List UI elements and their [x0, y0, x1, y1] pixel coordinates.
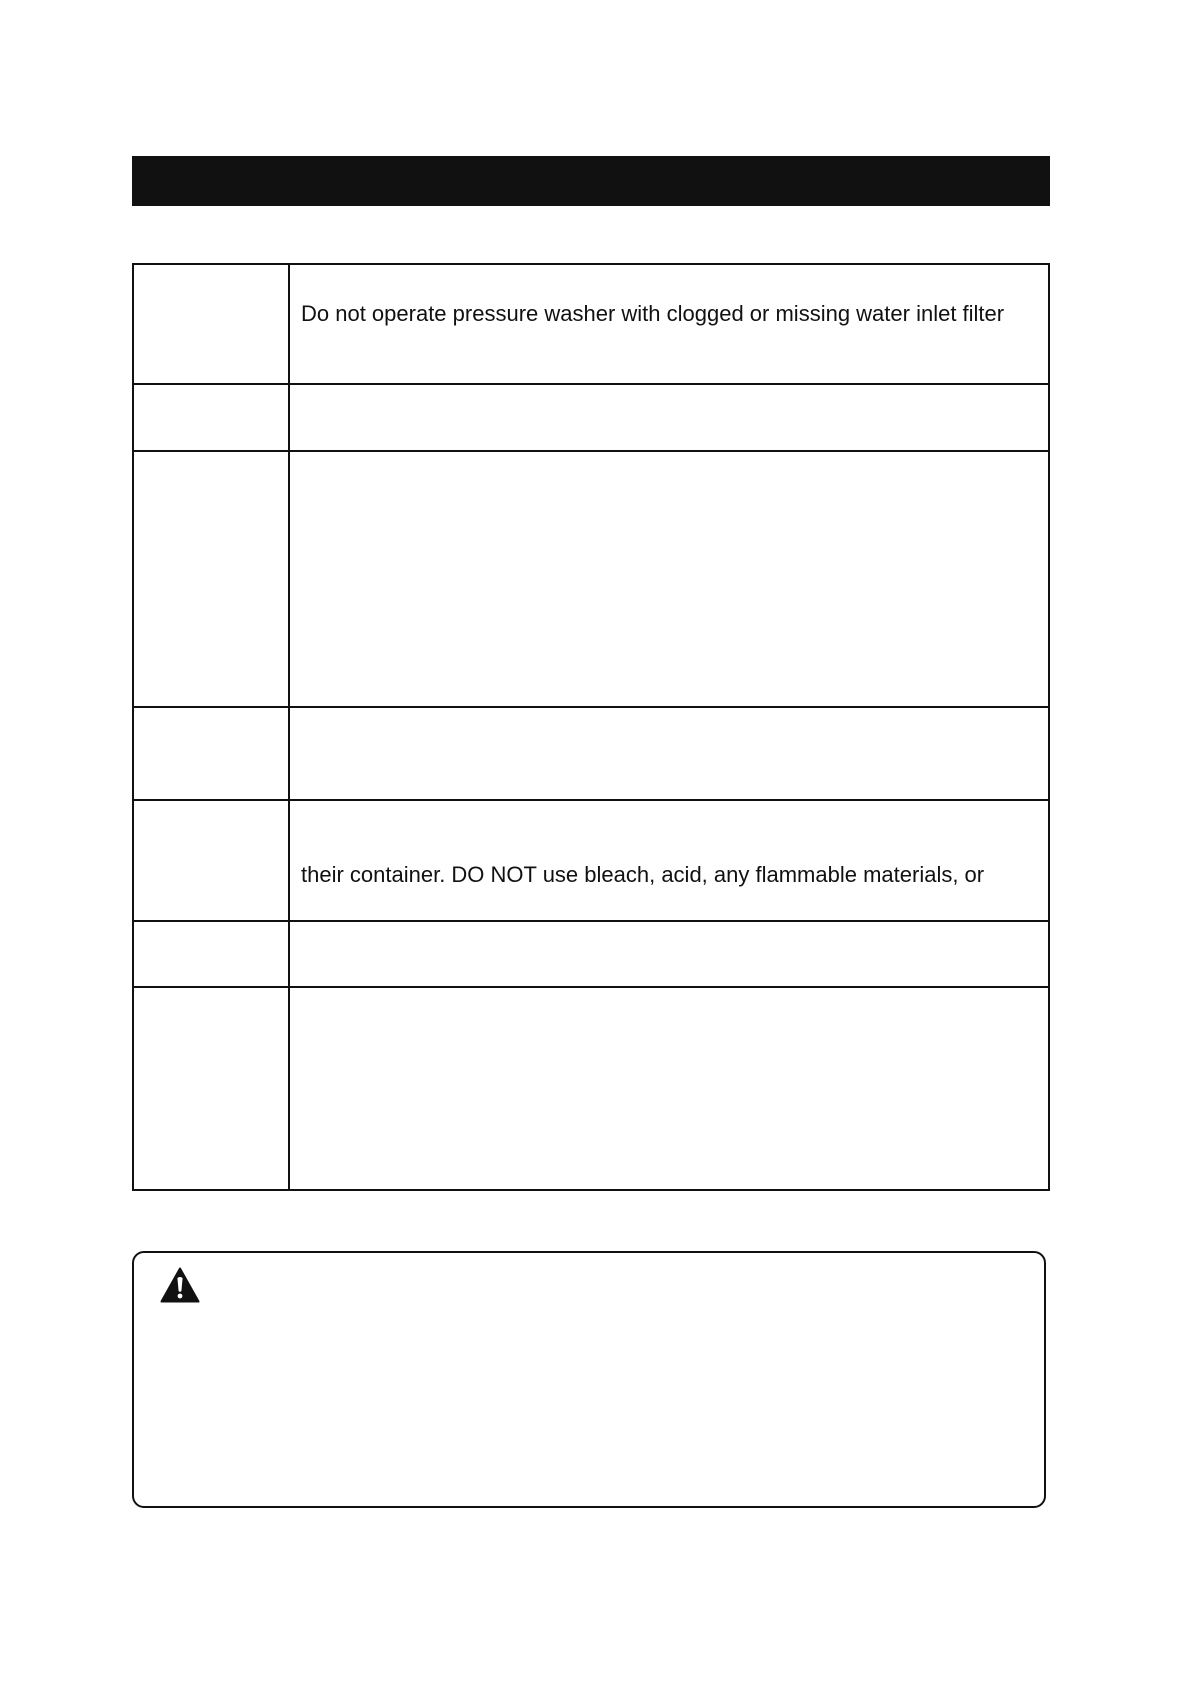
- row-label: [133, 987, 289, 1190]
- row-label: [133, 384, 289, 451]
- row-label: [133, 451, 289, 707]
- row-text-cell: [289, 800, 1049, 921]
- table-row: [133, 451, 1049, 707]
- table-row: [133, 921, 1049, 987]
- table-row: [133, 800, 1049, 921]
- row-text: [289, 384, 1049, 451]
- warning-triangle-icon: [160, 1267, 200, 1303]
- row-label: [133, 264, 289, 384]
- table-row: [133, 384, 1049, 451]
- row-label: [133, 707, 289, 800]
- instructions-table: [132, 263, 1050, 1191]
- warning-box: [132, 1251, 1046, 1508]
- row-text: their container. DO NOT use bleach, acid, any flammable materials, or: [301, 862, 985, 887]
- table-row: [133, 987, 1049, 1190]
- table-row: [133, 707, 1049, 800]
- table-row: [133, 264, 1049, 384]
- section-header-bar: [132, 156, 1050, 206]
- row-text: Do not operate pressure washer with clogged or missing water inlet filter: [289, 264, 1049, 384]
- row-label: [133, 921, 289, 987]
- row-text: [289, 987, 1049, 1190]
- row-text: [289, 451, 1049, 707]
- row-text: [289, 921, 1049, 987]
- row-text: [289, 707, 1049, 800]
- row-label: [133, 800, 289, 921]
